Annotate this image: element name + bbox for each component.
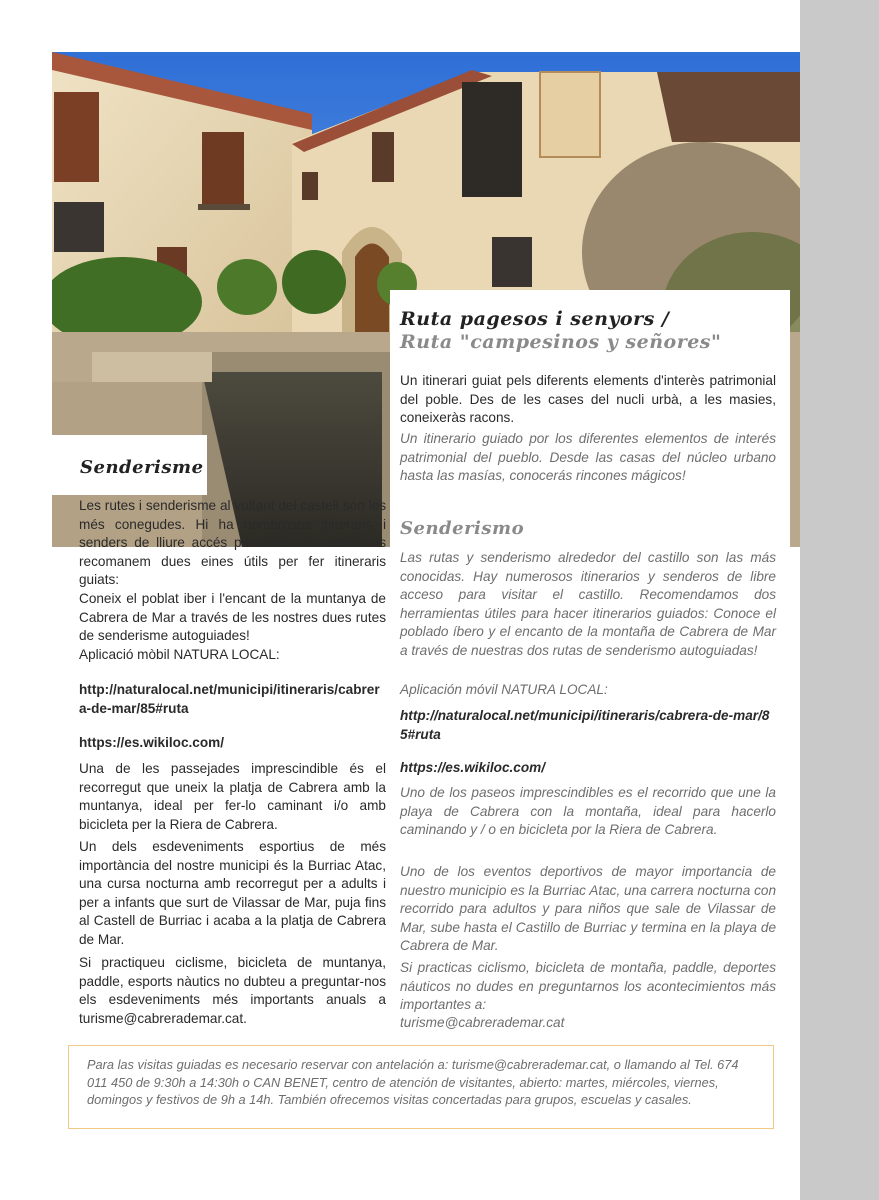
ruta-text-es: Un itinerario guiado por los diferentes elementos de interés patrimonial del pueblo. Desde las casas del núcleo urbano hasta las masías, conocerás rincones mágicos!	[400, 431, 776, 483]
ruta-title	[400, 308, 721, 354]
senderisme-title: Senderisme	[80, 457, 204, 478]
footer-text: Para las visitas guiadas es necesario reservar con antelación a: turisme@cabrerademar.cat, o llamando al Tel. 674 011 450 de 9:30h a 14:30h o CAN BENET, centro de atención de visitantes, abierto: martes, miércoles, viernes, domingos y festivos de 9h a 14h. También ofrecemos visitas concertadas para grupos, escuelas y casales.	[87, 1057, 739, 1107]
senderismo-es-p4: Uno de los eventos deportivos de mayor importancia de nuestro municipio es la Burriac Atac, una carrera nocturna con recorrido para adultos y para niños que sale de Vilassar de Mar, sube hasta el Castillo de Burriac y termina en la playa de Cabrera de Mar.	[400, 864, 776, 953]
senderisme-ca-p5: Un dels esdeveniments esportius de més importància del nostre municipi és la Burriac Atac, una cursa nocturna amb recorregut per a adults i per a infants que surt de Vilassar de Mar, puja fins al Castell de Burriac i acaba a la platja de Cabrera de Mar.	[79, 839, 386, 947]
senderismo-es-p3: Uno de los paseos imprescindibles es el recorrido que une la playa de Cabrera con la montaña, ideal para hacerlo caminando y / o en bicicleta por la Riera de Cabrera.	[400, 785, 776, 837]
senderisme-ca-p3: Aplicació mòbil NATURA LOCAL:	[79, 647, 280, 662]
ruta-title-ca: Ruta pagesos i senyors /	[400, 308, 670, 330]
naturalocal-link-ca[interactable]: http://naturalocal.net/municipi/itineraris/cabrera-de-mar/85#ruta	[79, 682, 380, 716]
senderisme-ca-p6: Si practiqueu ciclisme, bicicleta de muntanya, paddle, esports nàutics no dubteu a preguntar-nos els esdeveniments més importants anuals a turisme@cabrerademar.cat.	[79, 955, 386, 1026]
senderismo-es-p1: Las rutas y senderismo alrededor del castillo son las más conocidas. Hay numerosos itinerarios y senderos de libre acceso para visitar el castillo. Recomendamos dos herramientas útiles para hacer itinerarios guiados: Conoce el poblado íbero y el encanto de la montaña de Cabrera de Mar a través de nuestras dos rutas de senderismo autoguiadas!	[400, 550, 776, 658]
senderisme-ca-p1: Les rutes i senderisme al voltant del castell són les més conegudes. Hi ha nombrosos itineraris i senders de lliure accés per visitar el castell. Us recomanem dues eines útils per fer itineraris guiats:	[79, 498, 386, 587]
senderismo-title: Senderismo	[400, 518, 525, 539]
wikiloc-link-ca[interactable]: https://es.wikiloc.com/	[79, 735, 225, 750]
naturalocal-link-es[interactable]: http://naturalocal.net/municipi/itineraris/cabrera-de-mar/85#ruta	[400, 708, 770, 742]
senderismo-es-p2: Aplicación móvil NATURA LOCAL:	[400, 682, 608, 697]
senderisme-ca-p2: Coneix el poblat iber i l'encant de la muntanya de Cabrera de Mar a través de les nostres dues rutes de senderisme autoguiades!	[79, 591, 386, 643]
senderismo-es-email[interactable]: turisme@cabrerademar.cat	[400, 1015, 565, 1030]
footer-info-box	[68, 1045, 774, 1129]
wikiloc-link-es[interactable]: https://es.wikiloc.com/	[400, 760, 546, 775]
ruta-title-es: Ruta "campesinos y señores"	[400, 331, 722, 353]
senderismo-es-p5: Si practicas ciclismo, bicicleta de montaña, paddle, deportes náuticos no dudes en preguntarnos los acontecimientos más importantes a:	[400, 960, 776, 1012]
side-strip	[800, 0, 879, 1200]
senderisme-ca-p4: Una de les passejades imprescindible és el recorregut que uneix la platja de Cabrera amb la muntanya, ideal per fer-lo caminant i/o amb bicicleta per la Riera de Cabrera.	[79, 761, 386, 832]
ruta-text-ca: Un itinerari guiat pels diferents elements d'interès patrimonial del poble. Des de les cases del nucli urbà, a les masies, coneixeràs racons.	[400, 373, 776, 425]
